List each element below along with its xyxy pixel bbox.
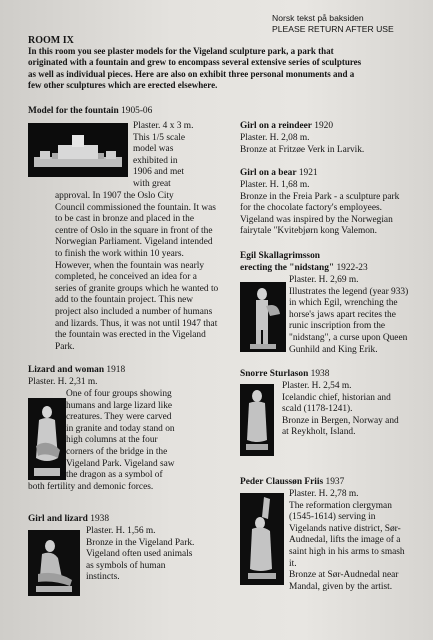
girl-lizard-text bbox=[86, 526, 194, 584]
snorre-photo bbox=[240, 384, 274, 456]
girl-bear-date: 1921 bbox=[298, 168, 318, 178]
snorre-date: 1938 bbox=[310, 369, 330, 379]
text-line: Bronze at Sør-Audnedal near bbox=[289, 570, 399, 581]
text-line: humans and large lizard like bbox=[66, 400, 173, 411]
text-line: Bronze at Fritzøe Verk in Larvik. bbox=[240, 144, 365, 155]
room-intro bbox=[28, 46, 361, 92]
text-line: Vigeland Park. Vigeland saw bbox=[66, 458, 175, 469]
text-line: and lizards. Thus, it was not until 1947 that bbox=[55, 318, 218, 329]
text-line: project also included a number of humans bbox=[55, 306, 213, 317]
girl-reindeer-title: Girl on a reindeer bbox=[240, 121, 312, 131]
text-line: at Reykholt, Island. bbox=[282, 427, 356, 438]
lizard-woman-side-text bbox=[66, 389, 175, 482]
text-line: However, when the fountain was nearly bbox=[55, 260, 205, 271]
text-line: creatures. They were carved bbox=[66, 412, 172, 423]
girl-lizard-heading bbox=[28, 514, 109, 526]
text-line: to finish the work within 10 years. bbox=[55, 248, 184, 259]
text-line: model was bbox=[133, 144, 174, 155]
text-line: Plaster. H. 2,69 m. bbox=[289, 275, 359, 285]
girl-lizard-photo bbox=[28, 530, 80, 596]
peder-title: Peder Claussøn Friis bbox=[240, 477, 324, 487]
fountain-date: 1905-06 bbox=[121, 106, 153, 116]
girl-lizard-date: 1938 bbox=[90, 514, 109, 524]
snorre-title: Snorre Sturlason bbox=[240, 369, 309, 379]
text-line: for the chocolate factory's employees. bbox=[240, 203, 382, 214]
peder-heading bbox=[240, 477, 344, 489]
text-line: One of four groups showing bbox=[66, 389, 172, 399]
snorre-text bbox=[282, 381, 399, 439]
text-line: Bronze in Bergen, Norway and bbox=[282, 415, 399, 426]
egil-date: 1922-23 bbox=[336, 263, 368, 273]
egil-title: Egil Skallagrimsson bbox=[240, 251, 320, 261]
text-line: the dragon as a symbol of bbox=[66, 470, 163, 481]
girl-bear-text bbox=[240, 180, 399, 238]
text-line: (1545-1614) serving in bbox=[289, 512, 376, 523]
text-line: high columns at the four bbox=[66, 435, 158, 446]
girl-reindeer-date: 1920 bbox=[314, 121, 334, 131]
text-line: Vigeland often used animals bbox=[86, 549, 193, 560]
text-line: Bronze in the Vigeland Park. bbox=[86, 537, 195, 548]
text-line: "nidstang", a curse upon Queen bbox=[289, 332, 408, 343]
return-notice: PLEASE RETURN AFTER USE bbox=[272, 24, 394, 34]
text-line: to be cast in bronze and placed in the bbox=[55, 214, 195, 225]
text-line: Plaster. H. 1,56 m. bbox=[86, 526, 156, 536]
girl-reindeer-text bbox=[240, 133, 364, 156]
text-line: scald (1178-1241). bbox=[282, 404, 353, 415]
text-line: Plaster. H. 1,68 m. bbox=[240, 180, 310, 190]
intro-line: as well as individual pieces. Here are also on exhibit three personal monuments and a bbox=[28, 68, 355, 79]
text-line: Audnedal, lifts the image of a bbox=[289, 535, 401, 546]
text-line: fairytale "Kvitebjørn kong Valemon. bbox=[240, 226, 377, 237]
text-line: Park. bbox=[55, 341, 75, 352]
text-line: Council commissioned the fountain. It was bbox=[55, 202, 216, 213]
egil-photo bbox=[240, 282, 286, 352]
text-line: as symbols of human bbox=[86, 560, 166, 571]
snorre-heading bbox=[240, 369, 329, 381]
text-line: it. bbox=[289, 558, 297, 569]
text-line: series of granite groups which he wanted to bbox=[55, 283, 219, 294]
lizard-woman-date: 1918 bbox=[106, 365, 126, 375]
text-line: corners of the bridge in the bbox=[66, 446, 168, 457]
text-line: Plaster. H. 2,08 m. bbox=[240, 133, 310, 143]
text-line: Plaster. H. 2,78 m. bbox=[289, 489, 359, 499]
fountain-side-text bbox=[133, 121, 193, 191]
text-line: saint high in his arms to smash bbox=[289, 546, 405, 557]
room-title: ROOM IX bbox=[28, 35, 74, 46]
text-line: Illustrates the legend (year 933) bbox=[289, 286, 409, 297]
girl-lizard-title: Girl and lizard bbox=[28, 514, 88, 524]
peder-photo bbox=[240, 493, 284, 585]
text-line: Vigeland was inspired by the Norwegian bbox=[240, 214, 393, 225]
text-line: Mandal, given by the artist. bbox=[289, 581, 393, 592]
text-line: This 1/5 scale bbox=[133, 132, 186, 143]
text-line: centre of Oslo in the square in front of the bbox=[55, 225, 213, 236]
text-line: Icelandic chief, historian and bbox=[282, 392, 391, 403]
text-line: completed, he conceived an idea for a bbox=[55, 272, 197, 283]
text-line: in which Egil, wrenching the bbox=[289, 298, 398, 309]
girl-reindeer-heading bbox=[240, 121, 333, 133]
norwegian-text-note: Norsk tekst på baksiden bbox=[272, 13, 364, 23]
girl-bear-heading bbox=[240, 168, 318, 180]
text-line: Plaster. H. 2,54 m. bbox=[282, 381, 352, 391]
text-line: Norwegian Parliament. Vigeland intended bbox=[55, 237, 213, 248]
egil-heading bbox=[240, 263, 368, 275]
text-line: approval. In 1907 the Oslo City bbox=[55, 191, 174, 201]
girl-bear-title: Girl on a bear bbox=[240, 168, 297, 178]
text-line: instincts. bbox=[86, 572, 120, 583]
intro-line: In this room you see plaster models for the Vigeland sculpture park, a park that bbox=[28, 46, 334, 56]
fountain-title: Model for the fountain bbox=[28, 106, 119, 116]
lizard-woman-heading bbox=[28, 365, 125, 377]
lizard-woman-photo bbox=[28, 398, 66, 480]
text-line: 1906 and met bbox=[133, 167, 185, 178]
text-line: exhibited in bbox=[133, 155, 178, 166]
fountain-model-photo bbox=[28, 123, 128, 177]
fountain-body-text bbox=[55, 191, 218, 353]
lizard-woman-body-text bbox=[28, 482, 153, 494]
text-line: add to the fountain project. This new bbox=[55, 295, 194, 306]
text-line: runic inscription from the bbox=[289, 321, 386, 332]
egil-subtitle: erecting the "nidstang" bbox=[240, 263, 335, 273]
fountain-heading bbox=[28, 106, 152, 118]
text-line: the fountain was erected in the Vigeland bbox=[55, 330, 206, 341]
text-line: Vigelands native district, Sør- bbox=[289, 523, 401, 534]
text-line: in granite and today stand on bbox=[66, 423, 175, 434]
text-line: Plaster. 4 x 3 m. bbox=[133, 121, 194, 131]
lizard-woman-material: Plaster. H. 2,31 m. bbox=[28, 377, 98, 387]
text-line: The reformation clergyman bbox=[289, 500, 392, 511]
intro-line: originated with a fountain and grew to encompass several extensive series of sculptures bbox=[28, 57, 362, 68]
text-line: with great bbox=[133, 178, 171, 189]
peder-date: 1937 bbox=[325, 477, 345, 487]
text-line: both fertility and demonic forces. bbox=[28, 482, 154, 492]
egil-text bbox=[289, 275, 408, 356]
text-line: Gunhild and King Erik. bbox=[289, 344, 378, 355]
lizard-woman-title: Lizard and woman bbox=[28, 365, 105, 375]
intro-line: few other sculptures which are erected elsewhere. bbox=[28, 80, 218, 91]
text-line: Bronze in the Freia Park - a sculpture park bbox=[240, 191, 400, 202]
text-line: horse's jaws apart recites the bbox=[289, 309, 396, 320]
peder-text bbox=[289, 489, 405, 593]
